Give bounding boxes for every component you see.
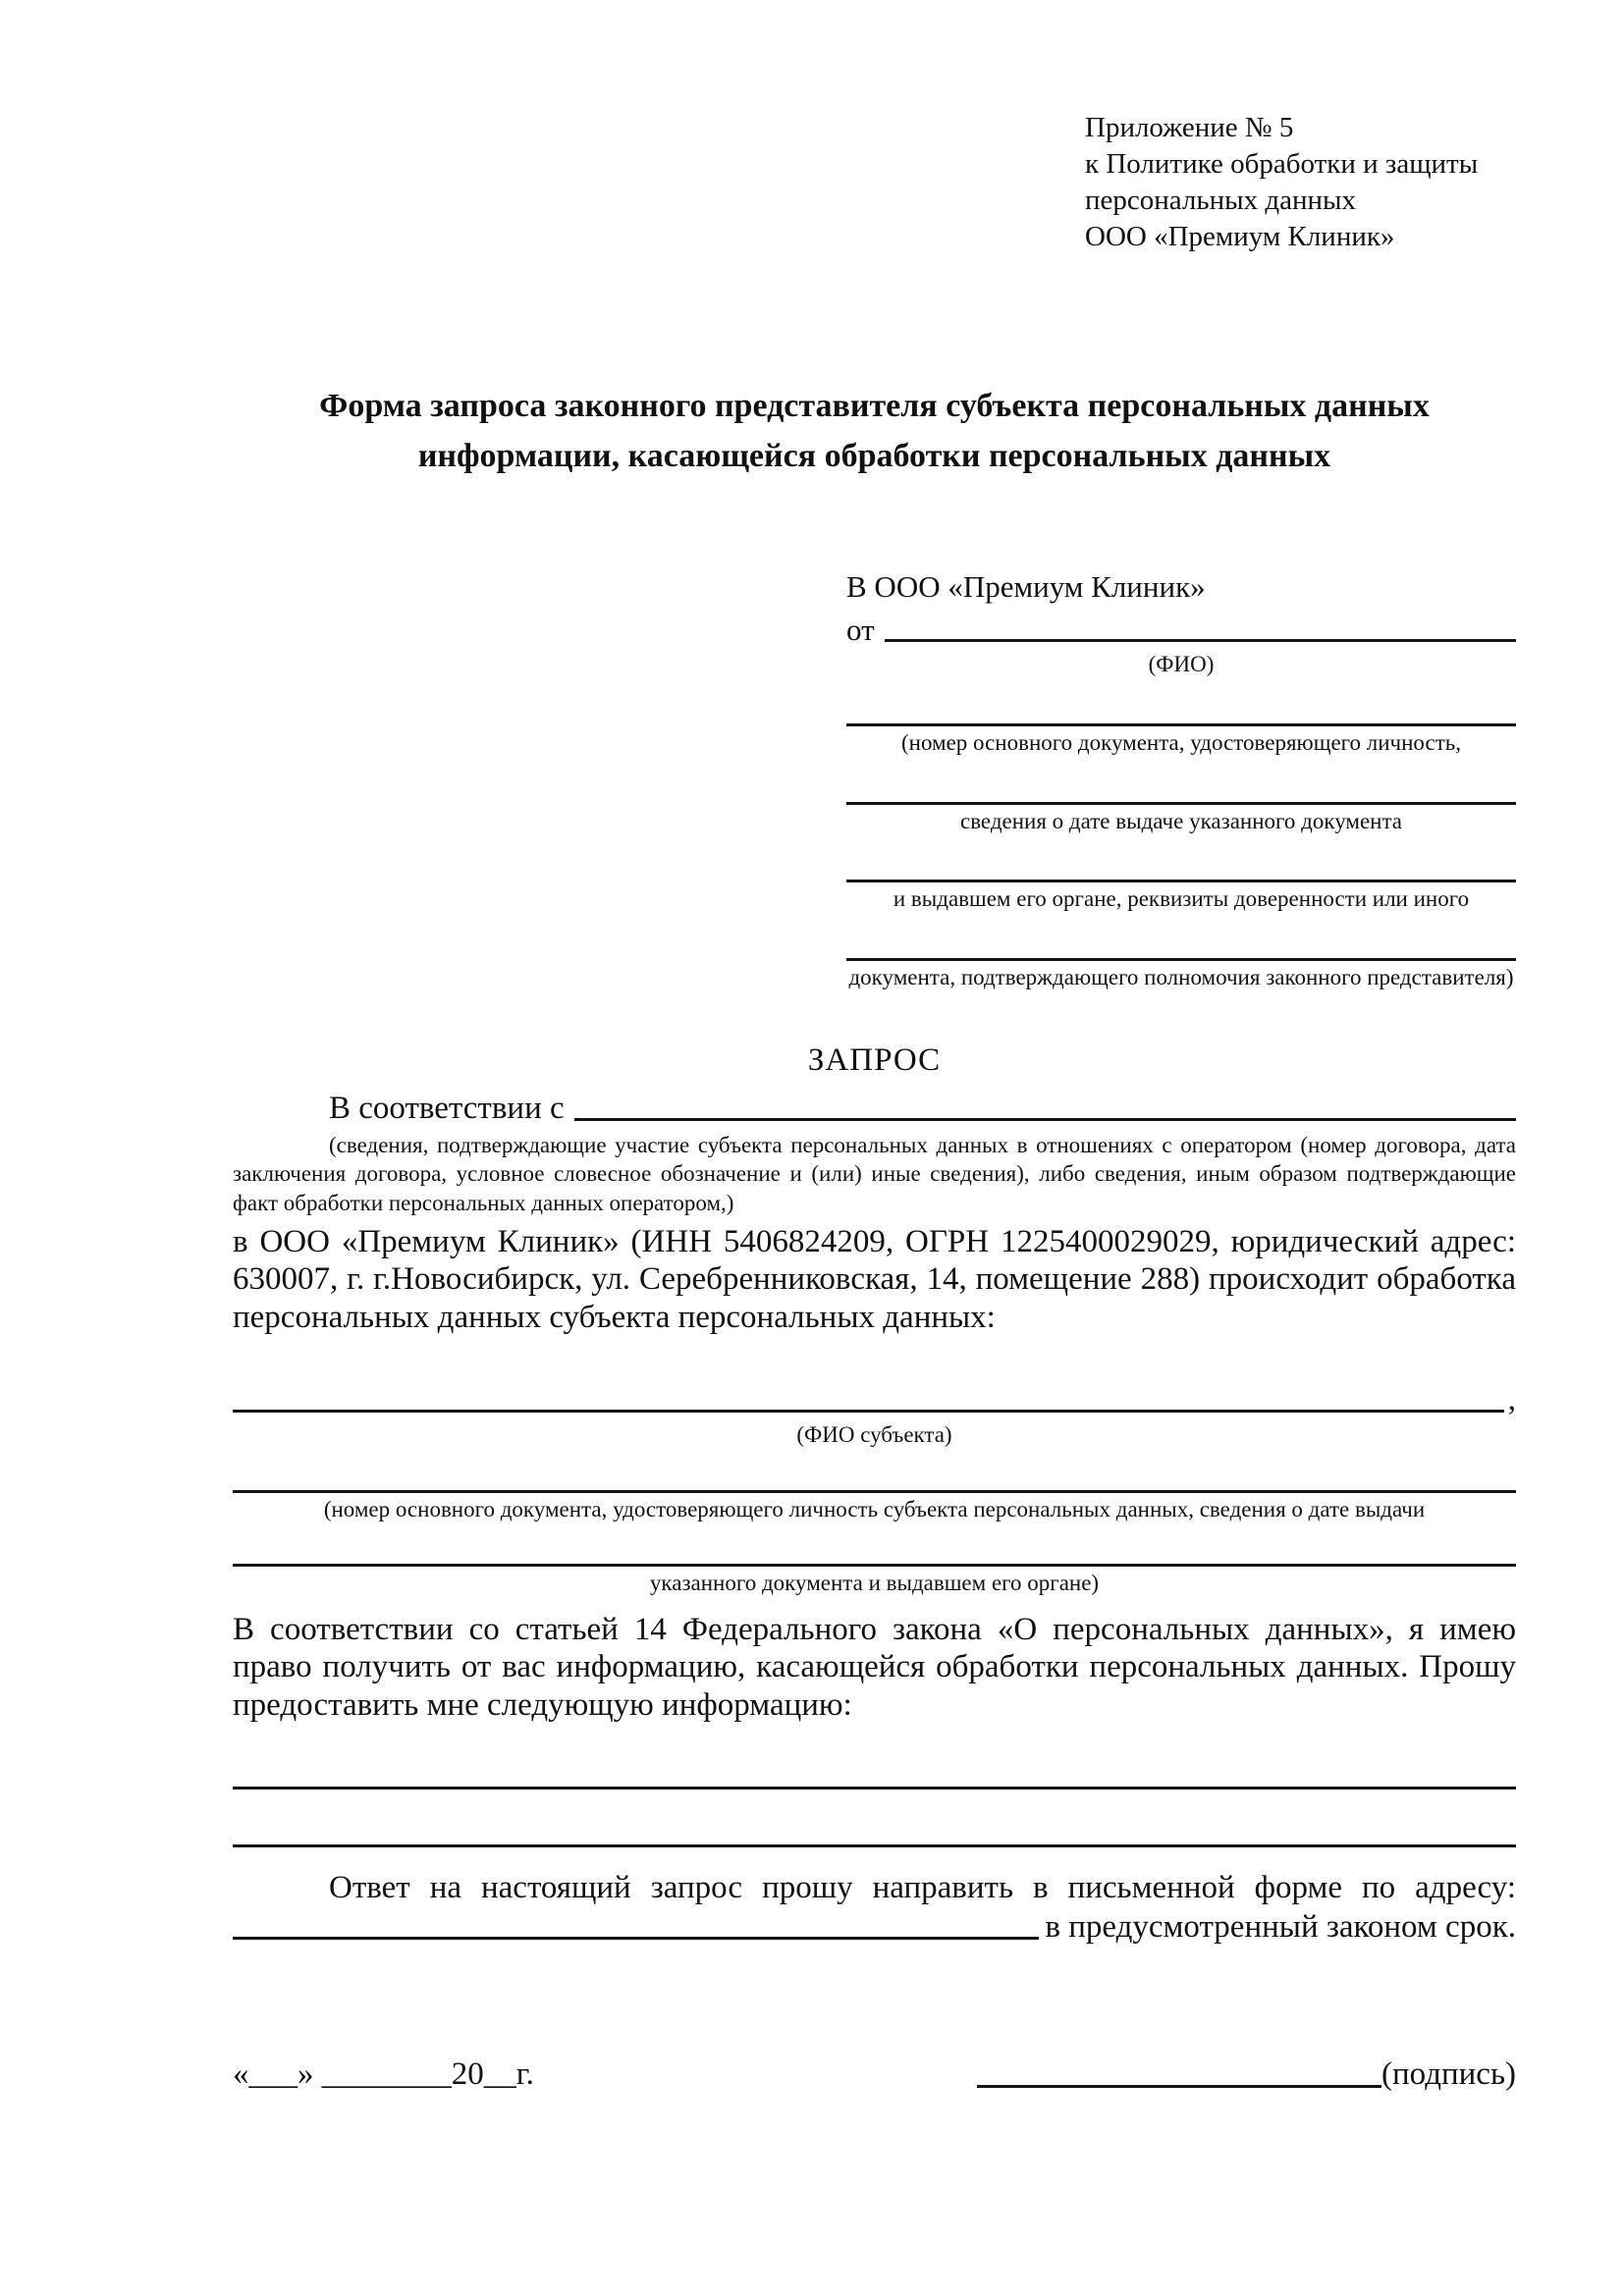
subject-doc-blank-line-2	[233, 1522, 1516, 1567]
rep-doc-blank-line-3	[846, 834, 1516, 882]
appendix-line-1: Приложение № 5	[1085, 112, 1294, 143]
intro-row	[233, 1090, 1516, 1127]
subject-doc-caption-1: (номер основного документа, удостоверяющего личность субъекта персональных данных, сведения о дате выдачи	[323, 1496, 1426, 1522]
intro-caption: (сведения, подтверждающие участие субъекта персональных данных в отношениях с оператором (номер договора, дата заключения договора, условное словесное обозначение и (или) иные сведения), либо сведения, иным образом подтверждающие факт обработки персональных данных оператором,)	[233, 1132, 1516, 1215]
appendix-line-2: к Политике обработки и защиты	[1085, 148, 1479, 181]
intro-label: В соответствии с	[329, 1090, 565, 1126]
footer-row	[233, 2056, 1516, 2093]
subject-doc-blank-line-1	[233, 1449, 1516, 1493]
subject-fio-row	[233, 1381, 1516, 1418]
rep-doc-caption-1: (номер основного документа, удостоверяющего личность,	[900, 729, 1461, 755]
info-blank-line-1	[233, 1724, 1516, 1789]
subject-doc-caption-2: указанного документа и выдавшем его органе)	[649, 1571, 1100, 1596]
rep-doc-caption-4: документа, подтверждающего полномочия законного представителя)	[848, 964, 1514, 989]
operator-paragraph: в ООО «Премиум Клиник» (ИНН 5406824209, ОГРН 1225400029029, юридический адрес: 630007, г. г.Новосибирск, ул. Серебренниковская, 14, помещение 288) происходит обработка персональных данных субъекта персональных данных:	[233, 1224, 1516, 1335]
appendix-line-3: персональных данных	[1085, 185, 1357, 217]
request-heading: ЗАПРОС	[807, 1042, 942, 1079]
answer-paragraph: Ответ на настоящий запрос прошу направить в письменной форме по адресу:	[329, 1869, 1516, 1905]
intro-blank-line	[574, 1118, 1516, 1121]
appendix-line-4: ООО «Премиум Клиник»	[1085, 221, 1395, 253]
document-title-line-2: информации, касающейся обработки персональных данных	[417, 438, 1331, 475]
from-blank-line	[885, 639, 1516, 642]
subject-fio-blank-line	[233, 1410, 1504, 1413]
addressee-to: В ООО «Премиум Клиник»	[846, 569, 1206, 605]
document-title-line-1: Форма запроса законного представителя субъекта персональных данных	[319, 388, 1430, 425]
rep-doc-caption-2: сведения о дате выдаче указанного документа	[959, 808, 1403, 833]
from-row	[846, 613, 1516, 648]
date-field: «___» ________20__г.	[233, 2056, 534, 2093]
subject-fio-comma: ,	[1507, 1381, 1516, 1417]
answer-address-row	[233, 1908, 1516, 1946]
rep-doc-blank-line-2	[846, 757, 1516, 805]
rep-doc-caption-3: и выдавшем его органе, реквизиты доверенности или иного	[893, 886, 1470, 912]
from-label: от	[846, 613, 875, 648]
info-blank-line-2	[233, 1789, 1516, 1847]
subject-fio-caption: (ФИО субъекта)	[796, 1422, 952, 1448]
law-paragraph: В соответствии со статьей 14 Федерального закона «О персональных данных», я имею право получить от вас информацию, касающейся обработки персональных данных. Прошу предоставить мне следующую информацию:	[233, 1612, 1516, 1723]
rep-doc-blank-line-4	[846, 913, 1516, 961]
addressee-block	[846, 569, 1516, 990]
answer-address-blank-line	[233, 1937, 1039, 1940]
answer-suffix: в предусмотренный законом срок.	[1045, 1909, 1516, 1946]
document-title	[233, 381, 1516, 481]
signature-block	[977, 2056, 1516, 2093]
appendix-block	[1085, 110, 1516, 255]
fio-caption: (ФИО)	[1148, 652, 1215, 677]
rep-doc-blank-line-1	[846, 678, 1516, 726]
signature-blank-line	[977, 2085, 1381, 2088]
signature-caption: (подпись)	[1381, 2056, 1516, 2093]
